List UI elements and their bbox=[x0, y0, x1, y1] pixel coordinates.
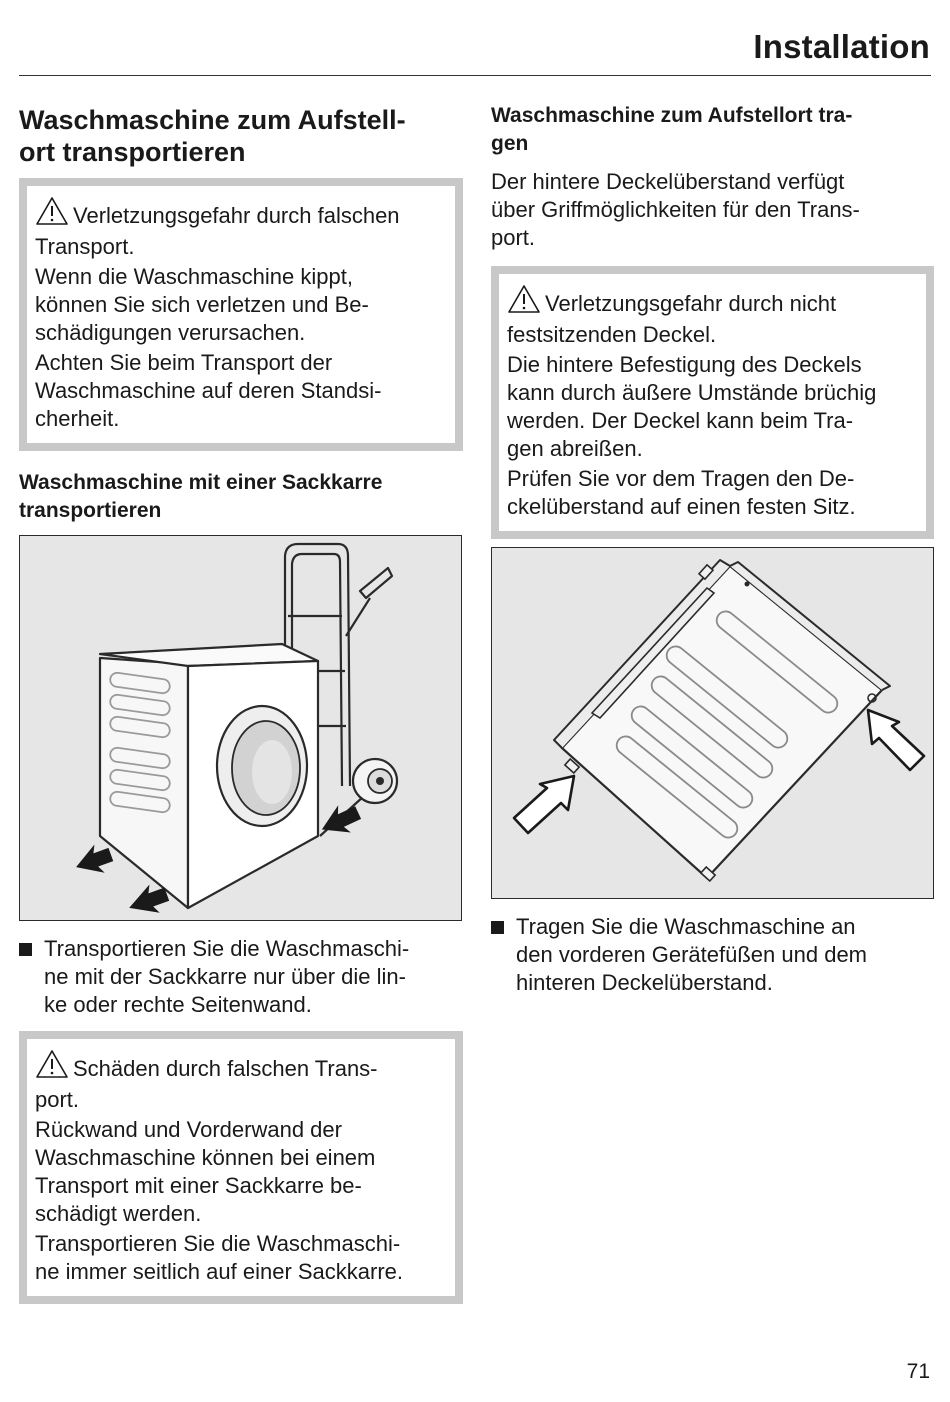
warning-title-line-1: Verletzungsgefahr durch falschen bbox=[73, 203, 400, 228]
bullet-line-3: hinteren Deckelüberstand. bbox=[516, 970, 773, 995]
warning-p2-line-1: Prüfen Sie vor dem Tragen den De- bbox=[507, 466, 855, 491]
left-column bbox=[19, 100, 463, 1304]
warning-p1-line-3: Transport mit einer Sackkarre be- bbox=[35, 1173, 362, 1198]
page-number: 71 bbox=[906, 1360, 930, 1383]
intro-line-2: über Griffmöglichkeiten für den Trans- bbox=[491, 197, 860, 222]
warning-title-line-2: Transport. bbox=[35, 234, 135, 259]
warning-box-damage bbox=[19, 1031, 463, 1304]
warning-box-content bbox=[27, 186, 455, 443]
warning-p2-line-1: Transportieren Sie die Waschmaschi- bbox=[35, 1231, 401, 1256]
warning-title-line-1: Schäden durch falschen Trans- bbox=[73, 1056, 378, 1081]
warning-p2-line-2: ckelüberstand auf einen festen Sitz. bbox=[507, 494, 856, 519]
washing-machine-hand-truck-drawing bbox=[20, 536, 461, 920]
bullet-line-3: ke oder rechte Seitenwand. bbox=[44, 992, 312, 1017]
warning-paragraph-1 bbox=[35, 263, 445, 347]
section-heading-line-2: ort transportieren bbox=[19, 137, 246, 167]
subheading-hand-truck bbox=[19, 469, 463, 525]
warning-title bbox=[35, 196, 445, 261]
hand-truck-illustration bbox=[19, 535, 462, 921]
warning-p2-line-3: cherheit. bbox=[35, 406, 120, 431]
warning-p1-line-4: schädigt werden. bbox=[35, 1201, 202, 1226]
warning-p1-line-1: Wenn die Waschmaschine kippt, bbox=[35, 264, 353, 289]
page-header-title: Installation bbox=[753, 28, 930, 65]
warning-title bbox=[35, 1049, 445, 1114]
section-heading-line-1: Waschmaschine zum Aufstell- bbox=[19, 105, 406, 135]
bullet-text bbox=[44, 935, 409, 1019]
warning-title-line-2: port. bbox=[35, 1087, 80, 1112]
warning-p1-line-1: Die hintere Befestigung des Deckels bbox=[507, 352, 862, 377]
warning-triangle-icon bbox=[35, 1049, 69, 1086]
warning-box-content bbox=[499, 274, 926, 531]
warning-paragraph-1 bbox=[507, 351, 916, 463]
section-heading bbox=[19, 104, 463, 168]
right-column bbox=[491, 100, 934, 997]
warning-triangle-icon bbox=[35, 196, 69, 233]
warning-title-line-2: festsitzenden Deckel. bbox=[507, 322, 717, 347]
warning-box-content bbox=[27, 1039, 455, 1296]
washing-machine-tilted-drawing bbox=[492, 548, 933, 898]
warning-p2-line-2: Waschmaschine auf deren Standsi- bbox=[35, 378, 382, 403]
bullet-line-1: Transportieren Sie die Waschmaschi- bbox=[44, 936, 410, 961]
warning-p1-line-2: können Sie sich verletzen und Be- bbox=[35, 292, 369, 317]
warning-p1-line-2: kann durch äußere Umstände brüchig bbox=[507, 380, 877, 405]
bullet-hand-truck-instruction bbox=[19, 935, 463, 1019]
subheading-carry bbox=[491, 102, 934, 158]
carry-intro-text bbox=[491, 168, 934, 252]
warning-title bbox=[507, 284, 916, 349]
warning-p2-line-2: ne immer seitlich auf einer Sackkarre. bbox=[35, 1259, 404, 1284]
warning-paragraph-2 bbox=[507, 465, 916, 521]
bullet-square-icon bbox=[491, 921, 504, 934]
subheading-line-1: Waschmaschine mit einer Sackkarre bbox=[19, 471, 383, 494]
subheading-line-2: gen bbox=[491, 132, 529, 155]
header-divider bbox=[19, 75, 931, 76]
warning-paragraph-1 bbox=[35, 1116, 445, 1228]
bullet-line-2: ne mit der Sackkarre nur über die lin- bbox=[44, 964, 406, 989]
bullet-carry-instruction bbox=[491, 913, 934, 997]
intro-line-3: port. bbox=[491, 225, 536, 250]
intro-line-1: Der hintere Deckelüberstand verfügt bbox=[491, 169, 845, 194]
bullet-line-2: den vorderen Gerätefüßen und dem bbox=[516, 942, 868, 967]
warning-p2-line-1: Achten Sie beim Transport der bbox=[35, 350, 333, 375]
bullet-text bbox=[516, 913, 867, 997]
warning-p1-line-4: gen abreißen. bbox=[507, 436, 643, 461]
warning-title-line-1: Verletzungsgefahr durch nicht bbox=[545, 291, 837, 316]
warning-paragraph-2 bbox=[35, 1230, 445, 1286]
warning-box-lid bbox=[491, 266, 934, 539]
warning-paragraph-2 bbox=[35, 349, 445, 433]
bullet-line-1: Tragen Sie die Waschmaschine an bbox=[516, 914, 856, 939]
carry-illustration bbox=[491, 547, 934, 899]
subheading-line-2: transportieren bbox=[19, 499, 162, 522]
warning-p1-line-3: schädigungen verursachen. bbox=[35, 320, 306, 345]
warning-triangle-icon bbox=[507, 284, 541, 321]
warning-p1-line-2: Waschmaschine können bei einem bbox=[35, 1145, 376, 1170]
warning-p1-line-1: Rückwand und Vorderwand der bbox=[35, 1117, 342, 1142]
warning-p1-line-3: werden. Der Deckel kann beim Tra- bbox=[507, 408, 854, 433]
subheading-line-1: Waschmaschine zum Aufstellort tra- bbox=[491, 104, 853, 127]
warning-box-transport bbox=[19, 178, 463, 451]
bullet-square-icon bbox=[19, 943, 32, 956]
